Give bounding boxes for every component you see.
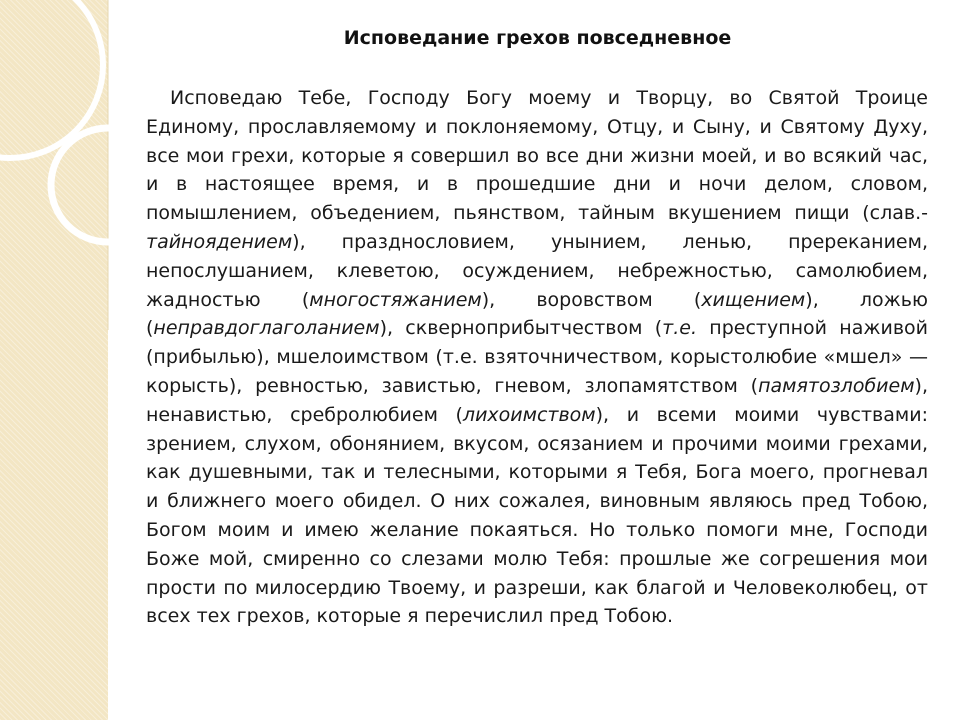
page-title: Исповедание грехов повседневное	[343, 27, 732, 49]
prayer-text	[146, 84, 928, 631]
italic-term: хищением	[701, 288, 806, 311]
decorative-side-band	[0, 0, 108, 720]
italic-term: памятозлобием	[758, 374, 915, 397]
text-segment: ), и всеми моими чувствами: зрением, слухом, обонянием, вкусом, осязанием и прочими моими грехами, как душевными, так и телесными, которыми я Тебя, Бога моего, прогневал и ближнего моего обидел. О них сожалея, виновным являюсь пред Тобою, Богом моим и имею желание покаяться. Но только помоги мне, Господи Боже мой, смиренно со слезами молю Тебя: прошлые же согрешения мои прости по милосердию Твоему, и разреши, как благой и Человеколюбец, от всех тех грехов, которые я перечислил пред Тобою.	[146, 403, 928, 628]
italic-term: лихоимством	[462, 403, 596, 426]
text-segment: ), воровством (	[481, 288, 702, 311]
text-segment: Исповедаю Тебе, Господу Богу моему и Творцу, во Святой Троице Единому, прославляемому и поклоняемому, Отцу, и Сыну, и Святому Духу, все мои грехи, которые я совершил во все дни жизни моей, и во всякий час, и в настоящее время, и в прошедшие дни и ночи делом, словом, помышлением, объедением, пьянством, тайным вкушением пищи (слав.-	[146, 87, 928, 225]
italic-term: неправдоглаголанием	[153, 317, 380, 340]
text-segment: ), ненавистью, сребролюбием (	[146, 374, 928, 426]
text-segment: преступной наживой (прибылью), мшелоимством (т.е. взяточничеством, корыстолюбие «мшел» — корысть), ревностью, завистью, гневом, злопамятством (	[146, 317, 928, 397]
italic-term: т.е.	[662, 317, 697, 340]
text-segment: ), празднословием, унынием, ленью, пререканием, непослушанием, клеветою, осуждением, небрежностью, самолюбием, жадностью (	[146, 230, 928, 311]
text-segment: ), ложью (	[146, 288, 928, 340]
text-segment: ), скверноприбытчеством (	[379, 317, 663, 340]
italic-term: многостяжанием	[309, 288, 482, 311]
italic-term: тайноядением	[146, 230, 293, 253]
